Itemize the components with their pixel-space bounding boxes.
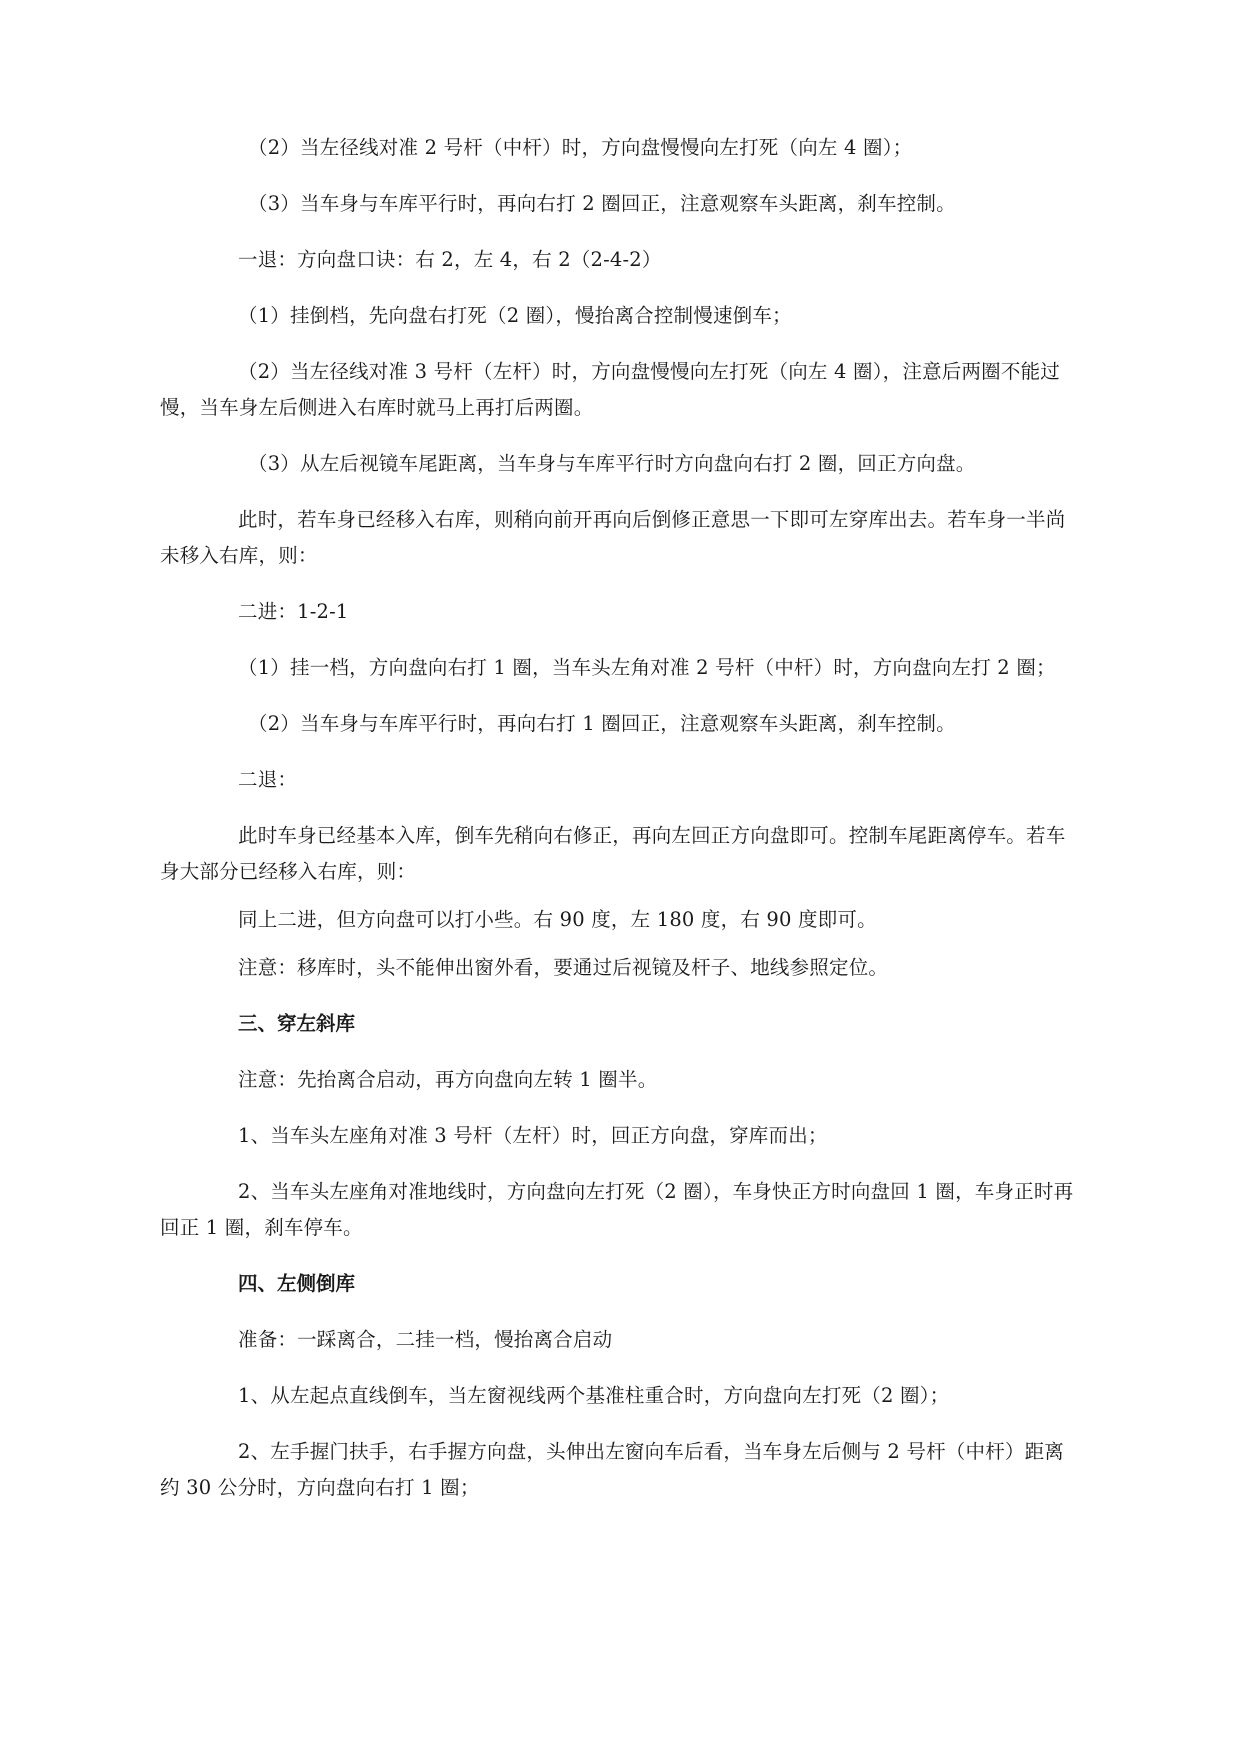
paragraph-left-reverse-step-2: 2、左手握门扶手，右手握方向盘，头伸出左窗向车后看，当车身左后侧与 2 号杆（中杆）距离约 30 公分时，方向盘向右打 1 圈； bbox=[160, 1440, 1065, 1499]
paragraph-left-diagonal-step-1: 1、当车头左座角对准 3 号杆（左杆）时，回正方向盘，穿库而出； bbox=[238, 1124, 828, 1147]
paragraph-step-2-left-full-lock: （2）当左径线对准 2 号杆（中杆）时，方向盘慢慢向左打死（向左 4 圈）； bbox=[248, 136, 913, 159]
paragraph-left-reverse-step-1: 1、从左起点直线倒车，当左窗视线两个基准柱重合时，方向盘向左打死（2 圈）； bbox=[238, 1384, 950, 1407]
section-heading-left-reverse-parking: 四、左侧倒库 bbox=[238, 1272, 356, 1295]
paragraph-same-as-above: 同上二进，但方向盘可以打小些。右 90 度，左 180 度，右 90 度即可。 bbox=[238, 908, 877, 931]
paragraph-left-diagonal-step-2: 2、当车头左座角对准地线时，方向盘向左打死（2 圈），车身快正方时向盘回 1 圈，车身正时再回正 1 圈，刹车停车。 bbox=[160, 1180, 1074, 1239]
paragraph-reverse-step-2: （2）当左径线对准 3 号杆（左杆）时，方向盘慢慢向左打死（向左 4 圈），注意后两圈不能过慢，当车身左后侧进入右库时就马上再打后两圈。 bbox=[160, 360, 1060, 419]
paragraph-second-reverse-detail: 此时车身已经基本入库，倒车先稍向右修正，再向左回正方向盘即可。控制车尾距离停车。若车身大部分已经移入右库，则： bbox=[160, 824, 1066, 883]
paragraph-step-3-straighten: （3）当车身与车库平行时，再向右打 2 圈回正，注意观察车头距离，刹车控制。 bbox=[248, 192, 956, 215]
paragraph-first-reverse-mnemonic: 一退：方向盘口诀：右 2，左 4，右 2（2-4-2） bbox=[238, 248, 662, 271]
paragraph-second-forward-mnemonic: 二进：1-2-1 bbox=[238, 600, 349, 623]
paragraph-moving-note: 注意：移库时，头不能伸出窗外看，要通过后视镜及杆子、地线参照定位。 bbox=[238, 956, 889, 979]
paragraph-forward-step-2: （2）当车身与车库平行时，再向右打 1 圈回正，注意观察车头距离，刹车控制。 bbox=[248, 712, 956, 735]
paragraph-second-reverse-label: 二退： bbox=[238, 768, 298, 791]
paragraph-left-diagonal-note: 注意：先抬离合启动，再方向盘向左转 1 圈半。 bbox=[238, 1068, 658, 1091]
section-heading-left-diagonal: 三、穿左斜库 bbox=[238, 1012, 356, 1035]
paragraph-reverse-step-3: （3）从左后视镜车尾距离，当车身与车库平行时方向盘向右打 2 圈，回正方向盘。 bbox=[248, 452, 976, 475]
paragraph-forward-step-1: （1）挂一档，方向盘向右打 1 圈，当车头左角对准 2 号杆（中杆）时，方向盘向左打 2 圈； bbox=[238, 656, 1056, 679]
paragraph-condition-note: 此时，若车身已经移入右库，则稍向前开再向后倒修正意思一下即可左穿库出去。若车身一半尚未移入右库，则： bbox=[160, 508, 1066, 567]
document-page bbox=[160, 130, 1080, 1506]
paragraph-reverse-step-1: （1）挂倒档，先向盘右打死（2 圈），慢抬离合控制慢速倒车； bbox=[238, 304, 792, 327]
paragraph-prepare: 准备：一踩离合，二挂一档，慢抬离合启动 bbox=[238, 1328, 613, 1351]
